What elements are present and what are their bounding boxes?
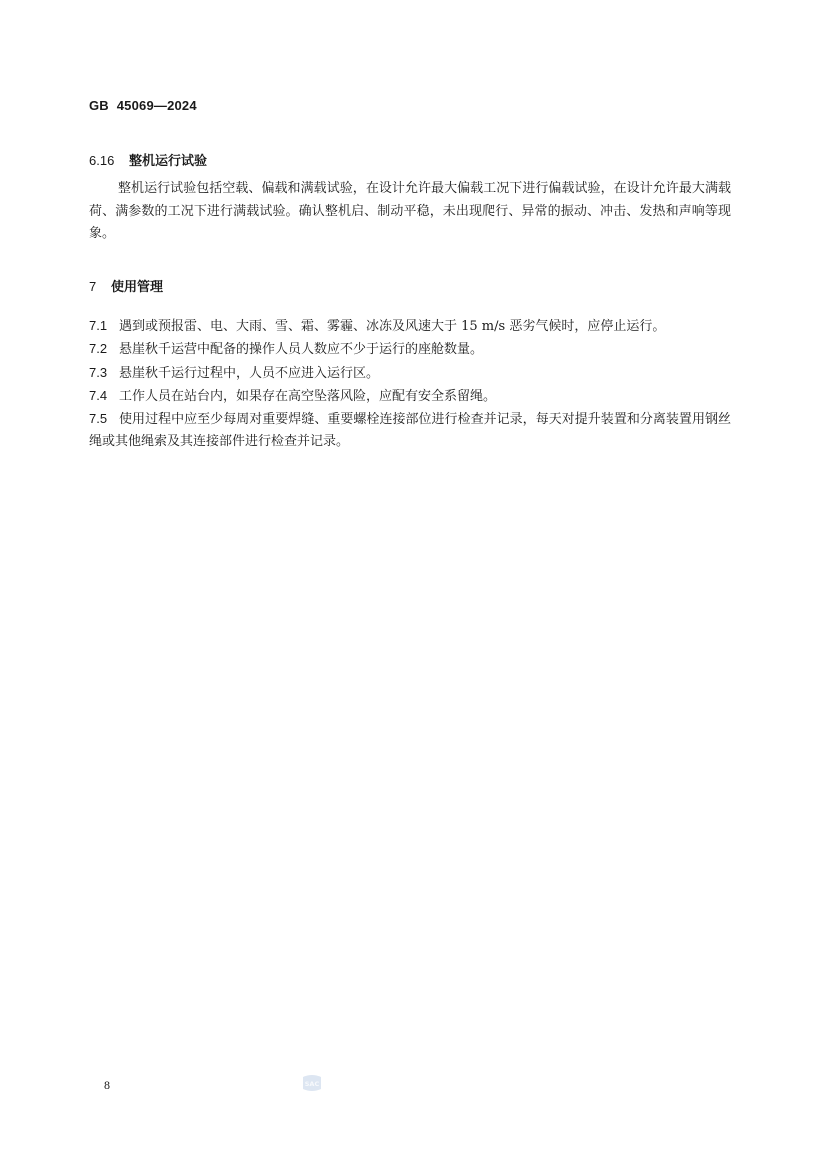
section-number: 7 — [89, 279, 97, 294]
section-title: 使用管理 — [111, 280, 164, 295]
section-6-16-body: 整机运行试验包括空载、偏载和满载试验，在设计允许最大偏载工况下进行偏载试验，在设计允许最大满载荷、满参数的工况下进行满载试验。确认整机启、制动平稳，未出现爬行、异常的振动、冲击、发热和声响等现象。 — [89, 181, 731, 241]
item-text: 遇到或预报雷、电、大雨、雪、霜、雾霾、冰冻及风速大于 15 m/s 恶劣气候时，应停止运行。 — [119, 319, 666, 334]
list-item — [89, 408, 731, 454]
svg-text:SAC: SAC — [304, 1080, 320, 1088]
item-number: 7.1 — [89, 318, 108, 333]
section-title: 整机运行试验 — [129, 154, 208, 169]
standard-code-header — [89, 98, 197, 113]
item-text: 工作人员在站台内，如果存在高空坠落风险，应配有安全系留绳。 — [119, 388, 497, 404]
item-number: 7.2 — [89, 341, 108, 357]
item-number: 7.4 — [89, 387, 108, 403]
page-number: 8 — [104, 1078, 110, 1092]
item-number: 7.5 — [89, 411, 108, 427]
item-number: 7.3 — [89, 364, 108, 380]
section-heading-7 — [89, 276, 163, 295]
standard-number: 45069—2024 — [116, 98, 197, 113]
list-item — [89, 315, 731, 338]
item-text: 悬崖秋千运营中配备的操作人员人数应不少于运行的座舱数量。 — [119, 342, 484, 358]
item-text: 悬崖秋千运行过程中，人员不应进入运行区。 — [119, 365, 380, 381]
section-heading-6-16 — [89, 150, 207, 169]
usage-management-list — [89, 315, 731, 454]
list-item — [89, 338, 731, 361]
list-item — [89, 385, 731, 408]
standard-prefix: GB — [89, 98, 109, 113]
section-number: 6.16 — [89, 153, 115, 168]
list-item — [89, 362, 731, 385]
sac-watermark-logo-icon — [301, 1074, 323, 1092]
item-text: 使用过程中应至少每周对重要焊缝、重要螺栓连接部位进行检查并记录，每天对提升装置和分离装置用钢丝绳或其他绳索及其连接部件进行检查并记录。 — [89, 412, 731, 450]
